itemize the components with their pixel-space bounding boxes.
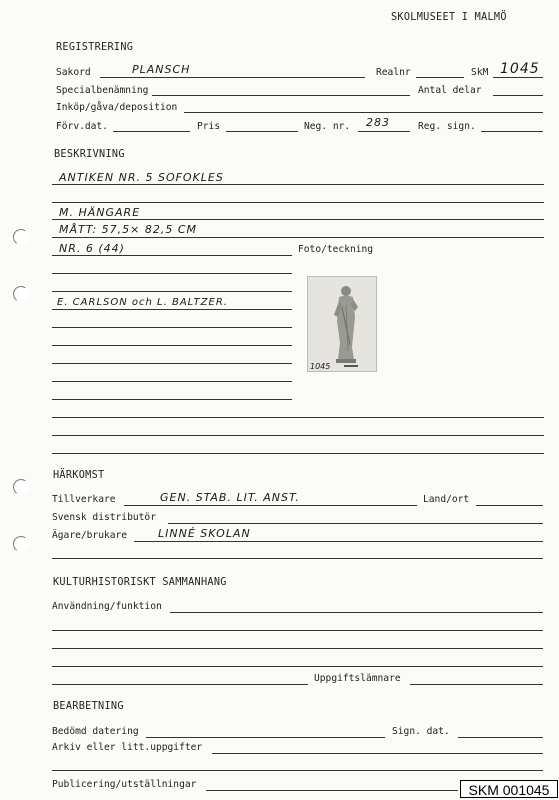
sakord-label: Sakord [56,67,91,78]
foto-label: Foto/teckning [298,244,374,255]
beskrivning-field-15[interactable] [52,435,544,436]
beskrivning-line-1: ANTIKEN NR. 5 SOFOKLES [59,171,224,184]
tillverkare-field[interactable] [124,505,417,506]
kultur-field-4[interactable] [52,666,543,667]
bedomd-datering-field[interactable] [146,737,385,738]
beskrivning-line-4: NR. 6 (44) [59,242,125,255]
beskrivning-field-14[interactable] [52,417,544,418]
registrering-heading: REGISTRERING [56,42,134,53]
beskrivning-field-5[interactable] [52,255,292,256]
land-ort-label: Land/ort [423,494,470,505]
bedomd-datering-label: Bedömd datering [52,726,139,737]
antal-delar-label: Antal delar [418,85,482,96]
beskrivning-line-3: MÅTT: 57,5× 82,5 CM [59,223,198,236]
publicering-label: Publicering/utställningar [52,779,197,790]
land-ort-field[interactable] [476,505,543,506]
beskrivning-field-10[interactable] [52,345,292,346]
skm-field[interactable] [493,77,543,78]
statue-photo [307,276,377,372]
photo-number: 1045 [310,362,331,371]
beskrivning-heading: BESKRIVNING [54,149,125,160]
arkiv-field[interactable] [212,753,543,754]
pris-field[interactable] [226,131,298,132]
statue-figure-icon [308,277,377,372]
realnr-field[interactable] [416,77,464,78]
kultur-field-2[interactable] [52,630,543,631]
kultur-field-5[interactable] [52,684,308,685]
reg-sign-label: Reg. sign. [418,121,476,132]
harkomst-heading: HÄRKOMST [53,470,105,481]
kultur-heading: KULTURHISTORISKT SAMMANHANG [53,577,227,588]
beskrivning-field-6[interactable] [52,273,292,274]
sign-dat-field[interactable] [458,737,543,738]
sakord-value: PLANSCH [132,63,191,76]
beskrivning-field-7[interactable] [52,291,292,292]
punch-hole [12,478,31,497]
bearbetning-field-3[interactable] [52,770,543,771]
realnr-label: Realnr [376,67,411,78]
beskrivning-field-9[interactable] [52,327,292,328]
museum-title: SKOLMUSEET I MALMÖ [391,12,507,23]
uppgiftslamnare-label: Uppgiftslämnare [314,673,401,684]
reg-sign-field[interactable] [481,131,543,132]
beskrivning-field-13[interactable] [52,399,292,400]
beskrivning-field-16[interactable] [52,453,544,454]
punch-hole [12,228,31,247]
anvandning-label: Användning/funktion [52,601,162,612]
svensk-distributor-label: Svensk distributör [52,512,156,523]
beskrivning-field-8[interactable] [52,309,292,310]
arkiv-label: Arkiv eller litt.uppgifter [52,742,203,753]
kultur-field-3[interactable] [52,648,543,649]
neg-nr-label: Neg. nr. [304,121,351,132]
beskrivning-field-3[interactable] [52,219,544,220]
sign-dat-label: Sign. dat. [392,726,450,737]
anvandning-field[interactable] [170,612,543,613]
specialbenamning-field[interactable] [152,95,410,96]
punch-hole [12,535,31,554]
punch-hole [12,285,31,304]
agare-label: Ägare/brukare [52,530,128,541]
inkop-label: Inköp/gåva/deposition [56,102,178,113]
beskrivning-field-4[interactable] [52,237,544,238]
agare-field[interactable] [134,541,543,542]
catalog-number-stamp: SKM 001045 [460,780,558,798]
tillverkare-value: GEN. STAB. LIT. ANST. [160,491,300,504]
forv-dat-field[interactable] [113,131,190,132]
inkop-field[interactable] [184,112,543,113]
publicering-field[interactable] [206,790,458,791]
beskrivning-field-12[interactable] [52,381,292,382]
beskrivning-field-1[interactable] [52,184,544,185]
forv-dat-label: Förv.dat. [56,121,108,132]
bearbetning-heading: BEARBETNING [53,701,124,712]
neg-nr-field[interactable] [358,131,410,132]
skm-value: 1045 [500,61,540,77]
agare-value: LINNÉ SKOLAN [158,527,251,540]
svensk-distributor-field[interactable] [168,523,543,524]
sakord-field[interactable] [100,77,365,78]
pris-label: Pris [197,121,221,132]
antal-delar-field[interactable] [493,95,543,96]
beskrivning-line-5: E. CARLSON och L. BALTZER. [57,297,228,308]
skm-label: SkM [471,67,489,78]
tillverkare-label: Tillverkare [52,494,116,505]
neg-nr-value: 283 [366,116,390,129]
beskrivning-field-11[interactable] [52,363,292,364]
harkomst-extra-field[interactable] [52,558,543,559]
specialbenamning-label: Specialbenämning [56,85,149,96]
uppgiftslamnare-field[interactable] [410,684,543,685]
beskrivning-field-2[interactable] [52,202,544,203]
beskrivning-line-2: M. HÄNGARE [59,206,141,219]
